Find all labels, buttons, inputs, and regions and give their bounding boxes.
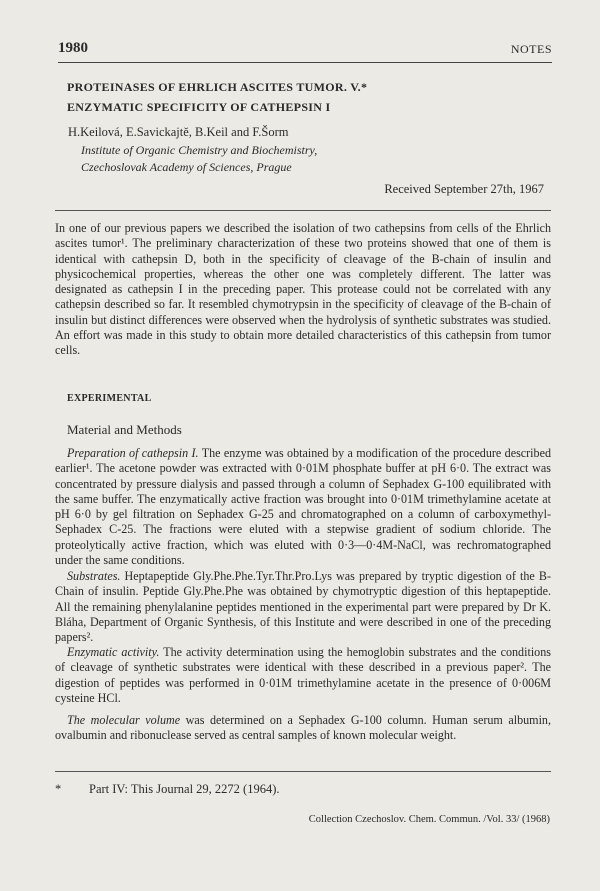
intro-paragraph: In one of our previous papers we described the isolation of two cathepsins from cells of the Ehrlich ascites tumor¹. The preliminary characterization of these two proteins showed that one of them is identical with cathepsin D, both in the specificity of cleavage of the B-chain of insulin and physicochemical properties, whereas the other one was completely different. The latter was designated as cathepsin I in the preceding paper. This protease could not be correlated with any cathepsin described so far. It resembled chymotrypsin in the specificity of cleavage of the B-chain of insulin but distinct differences were observed when the hydrolysis of synthetic substrates was studied. An effort was made in this study to obtain more detailed characteristics of this cathepsin from tumor cells. xyxy=(55,221,551,358)
abstract-rule xyxy=(55,210,551,211)
preparation-text: The enzyme was obtained by a modification of the procedure described earlier¹. The acetone powder was extracted with 0·01M phosphate buffer at pH 6·0. The extract was concentrated by pressure dialysis and passed through a column of Sephadex G-100 equilibrated with the same buffer. The enzymatically active fraction was brought into 0·01M trimethylamine acetate at pH 6·0 by gel filtration on Sephadex G-25 and chromatographed on a column of carboxymethyl-Sephadex C-25. The fractions were eluted with a stepwise gradient of sodium chloride. The proteolytically active fraction, which was eluted with 0·3—0·4M-NaCl, was rechromatographed under the same conditions. xyxy=(55,446,551,568)
received-date: Received September 27th, 1967 xyxy=(384,182,544,196)
molecular-volume-paragraph xyxy=(55,713,551,744)
enzymatic-activity-lead: Enzymatic activity. xyxy=(67,645,160,659)
substrates-paragraph xyxy=(55,569,551,645)
methods-subheading: Material and Methods xyxy=(67,422,182,437)
enzymatic-activity-text: The activity determination using the hemoglobin substrates and the conditions of cleavage of synthetic substrates were identical with these described in a previous paper². The digestion of peptides was performed in 0·01M trimethylamine acetate in the presence of 0·006M cysteine HCl. xyxy=(55,645,551,705)
substrates-lead: Substrates. xyxy=(67,569,121,583)
enzymatic-activity-paragraph xyxy=(55,645,551,706)
article-title-line2: ENZYMATIC SPECIFICITY OF CATHEPSIN I xyxy=(67,100,331,114)
page-number: 1980 xyxy=(58,40,88,56)
molecular-volume-lead: The molecular volume xyxy=(67,713,181,727)
header-rule xyxy=(58,62,552,63)
institution-line1: Institute of Organic Chemistry and Biochemistry, xyxy=(81,143,318,157)
experimental-heading: EXPERIMENTAL xyxy=(67,393,152,404)
footnote-text: Part IV: This Journal 29, 2272 (1964). xyxy=(89,782,280,796)
molecular-volume-text: was determined on a Sephadex G-100 column. Human serum albumin, ovalbumin and ribonuclease served as central samples of known molecular weight. xyxy=(55,713,551,743)
article-title-line1: PROTEINASES OF EHRLICH ASCITES TUMOR. V.* xyxy=(67,80,368,94)
footnote-mark: * xyxy=(55,782,62,796)
institution-line2: Czechoslovak Academy of Sciences, Prague xyxy=(81,160,292,174)
preparation-lead: Preparation of cathepsin I. xyxy=(67,446,199,460)
section-label: NOTES xyxy=(510,42,552,56)
author-list: H.Keilová, E.Savickajtě, B.Keil and F.Šorm xyxy=(68,125,289,139)
page-header xyxy=(58,40,552,58)
journal-reference: Collection Czechoslov. Chem. Commun. /Vol. 33/ (1968) xyxy=(308,814,550,825)
footnote xyxy=(55,782,280,797)
preparation-paragraph xyxy=(55,446,551,568)
substrates-text: Heptapeptide Gly.Phe.Phe.Tyr.Thr.Pro.Lys was prepared by tryptic digestion of the B-Chain of insulin. Peptide Gly.Phe.Phe was obtained by chymotryptic digestion of this heptapeptide. All the remaining phenylalanine peptides mentioned in the experimental part were prepared by Dr K. Bláha, Department of Organic Synthesis, of this Institute and were described in one of the preceding papers². xyxy=(55,569,551,645)
footnote-rule xyxy=(55,771,551,772)
